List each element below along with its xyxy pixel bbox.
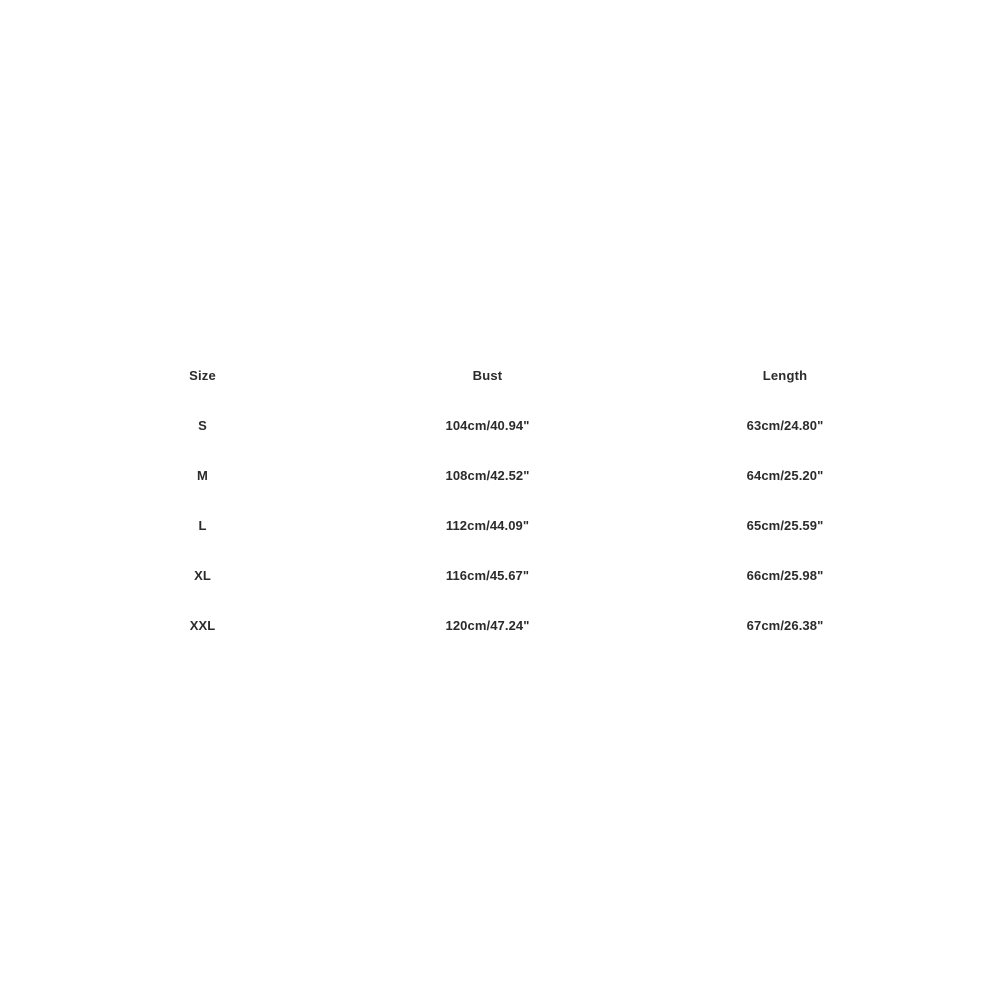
size-chart-table <box>60 350 940 650</box>
table-row <box>60 500 940 550</box>
cell-size: XXL <box>189 617 216 633</box>
column-header-length: Length <box>762 367 808 383</box>
cell-length: 67cm/26.38" <box>746 617 824 633</box>
table-header <box>60 350 940 400</box>
cell-bust: 108cm/42.52" <box>445 467 530 483</box>
cell-bust: 116cm/45.67" <box>445 567 530 583</box>
cell-size: L <box>198 517 207 533</box>
column-header-size: Size <box>189 367 216 383</box>
table-header-row <box>60 350 940 400</box>
cell-length: 65cm/25.59" <box>746 517 824 533</box>
cell-bust: 104cm/40.94" <box>445 417 530 433</box>
cell-size: S <box>198 417 207 433</box>
table-body <box>60 400 940 650</box>
cell-length: 66cm/25.98" <box>746 567 824 583</box>
column-header-bust: Bust <box>472 367 503 383</box>
table-row <box>60 600 940 650</box>
cell-bust: 120cm/47.24" <box>445 617 530 633</box>
table-row <box>60 400 940 450</box>
cell-size: M <box>197 467 208 483</box>
table-row <box>60 450 940 500</box>
table-row <box>60 550 940 600</box>
cell-length: 64cm/25.20" <box>746 467 824 483</box>
cell-bust: 112cm/44.09" <box>445 517 530 533</box>
cell-size: XL <box>194 567 211 583</box>
cell-length: 63cm/24.80" <box>746 417 824 433</box>
